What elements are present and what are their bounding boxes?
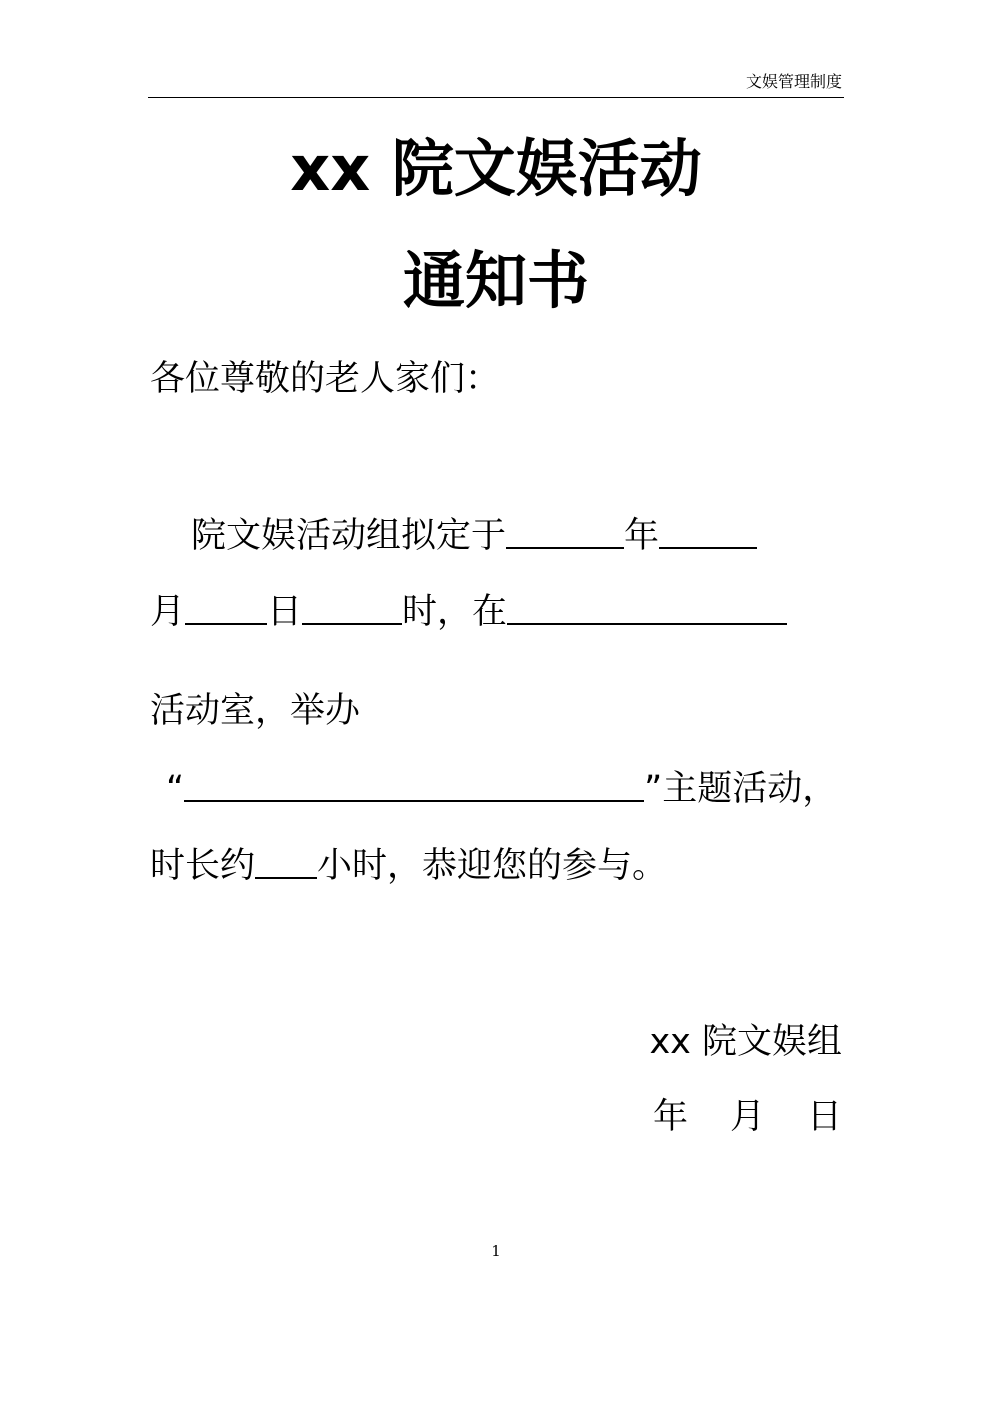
- duration-blank: [255, 845, 317, 879]
- notice-text: 年: [624, 516, 660, 556]
- signature-day: 日: [806, 1097, 842, 1137]
- notice-text: 院文娱活动组拟定于: [191, 516, 507, 556]
- signature-year: 年: [652, 1097, 688, 1137]
- hour-blank: [302, 591, 402, 625]
- location-blank: [507, 591, 787, 625]
- notice-line-1: [191, 513, 757, 558]
- notice-text: 月: [150, 592, 186, 632]
- notice-text: 时长约: [150, 846, 256, 886]
- notice-text: ”主题活动，: [644, 769, 838, 809]
- year-blank: [506, 515, 624, 549]
- document-subtitle: 通知书: [402, 244, 589, 317]
- greeting: 各位尊敬的老人家们：: [150, 359, 501, 399]
- month-blank: [659, 515, 757, 549]
- notice-line-3: 活动室，举办: [150, 691, 361, 731]
- theme-blank: [184, 768, 644, 802]
- page-number: 1: [491, 1242, 501, 1260]
- signature-month: 月: [729, 1097, 765, 1137]
- document-title: xx 院文娱活动: [290, 132, 702, 205]
- notice-line-5: [150, 843, 667, 888]
- day-blank: [185, 591, 267, 625]
- notice-text: “: [166, 769, 185, 809]
- signature-date: [653, 1095, 842, 1139]
- notice-text: 小时，恭迎您的参与。: [317, 846, 668, 886]
- notice-line-4: [166, 766, 837, 811]
- notice-line-2: [150, 589, 787, 634]
- notice-text: 时，在: [402, 592, 508, 632]
- signature-organization: xx 院文娱组: [649, 1022, 842, 1062]
- header-label: 文娱管理制度: [745, 72, 842, 91]
- header-divider: [148, 97, 844, 98]
- notice-text: 日: [267, 592, 303, 632]
